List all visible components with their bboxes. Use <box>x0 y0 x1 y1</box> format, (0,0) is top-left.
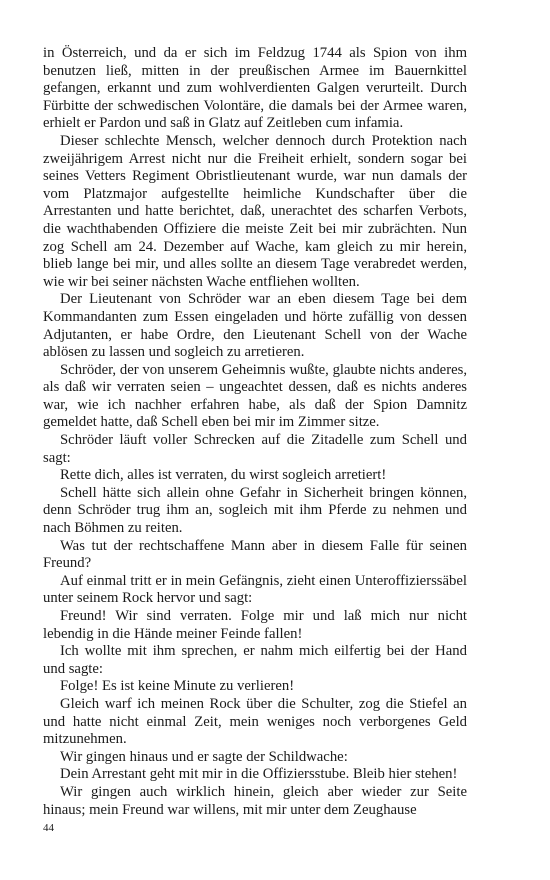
body-text <box>43 45 467 819</box>
paragraph: Auf einmal tritt er in mein Gefängnis, zieht einen Unteroffizierssäbel unter seinem Rock hervor und sagt: <box>43 572 467 607</box>
paragraph: Schröder läuft voller Schrecken auf die Zitadelle zum Schell und sagt: <box>43 432 467 466</box>
paragraph: Wir gingen hinaus und er sagte der Schildwache: <box>60 748 348 765</box>
paragraph: Gleich warf ich meinen Rock über die Schulter, zog die Stiefel an und hatte nicht einmal Zeit, mein weniges noch verborgenes Geld mitzunehmen. <box>43 695 467 748</box>
paragraph: Ich wollte mit ihm sprechen, er nahm mich eilfertig bei der Hand und sagte: <box>43 643 467 677</box>
paragraph: Rette dich, alles ist verraten, du wirst sogleich arretiert! <box>60 467 387 484</box>
paragraph: Dein Arrestant geht mit mir in die Offiziersstube. Bleib hier stehen! <box>60 766 458 783</box>
paragraph: Der Lieutenant von Schröder war an eben diesem Tage bei dem Kommandanten zum Essen eingeladen und hörte zufällig von dessen Adjutanten, er habe Ordre, den Lieutenant Schell von der Wache ablösen zu lassen und sogleich zu arretieren. <box>43 291 467 361</box>
paragraph: Folge! Es ist keine Minute zu verlieren! <box>60 678 295 695</box>
paragraph: Schröder, der von unserem Geheimnis wußte, glaubte nichts anderes, als daß wir verraten seien – ungeachtet dessen, daß es nichts anderes war, wie ich nachher erfahren habe, als daß der Spion Damnitz gemeldet hatte, daß Schell eben bei mir im Zimmer sitze. <box>43 361 467 431</box>
paragraph: Schell hätte sich allein ohne Gefahr in Sicherheit bringen können, denn Schröder trug ihm an, sogleich mit ihm Pferde zu nehmen und nach Böhmen zu reiten. <box>43 484 467 537</box>
page-number: 44 <box>43 822 54 834</box>
paragraph: Was tut der rechtschaffene Mann aber in diesem Falle für seinen Freund? <box>43 537 467 572</box>
paragraph: Freund! Wir sind verraten. Folge mir und laß mich nur nicht lebendig in die Hände meiner Feinde fallen! <box>43 608 467 642</box>
paragraph: Wir gingen auch wirklich hinein, gleich aber wieder zur Seite hinaus; mein Freund war willens, mit mir unter dem Zeughause <box>43 783 467 818</box>
paragraph: in Österreich, und da er sich im Feldzug 1744 als Spion von ihm benutzen ließ, mitten in der preußischen Armee im Bauernkittel gefangen, erkannt und zum wohlverdienten Galgen verurteilt. Durch Fürbitte der schwedischen Volontäre, die damals bei der Armee waren, erhielt er Pardon und saß in Glatz auf Zeitleben cum infamia. <box>43 45 467 132</box>
paragraph: Dieser schlechte Mensch, welcher dennoch durch Protektion nach zweijährigem Arrest nicht nur die Freiheit erhielt, sondern sogar bei seines Vetters Regiment Obristlieutenant wurde, war nun damals der vom Platzmajor aufgestellte heimliche Kundschafter über die Arrestanten und hatte berichtet, daß, unerachtet des scharfen Verbots, die wachthabenden Offiziere die meiste Zeit bei mir zubrächten. Nun zog Schell am 24. Dezember auf Wache, kam gleich zu mir herein, blieb lange bei mir, und alles sollte an diesem Tage verabredet werden, wie wir bei seiner nächsten Wache entfliehen wollten. <box>43 132 467 290</box>
